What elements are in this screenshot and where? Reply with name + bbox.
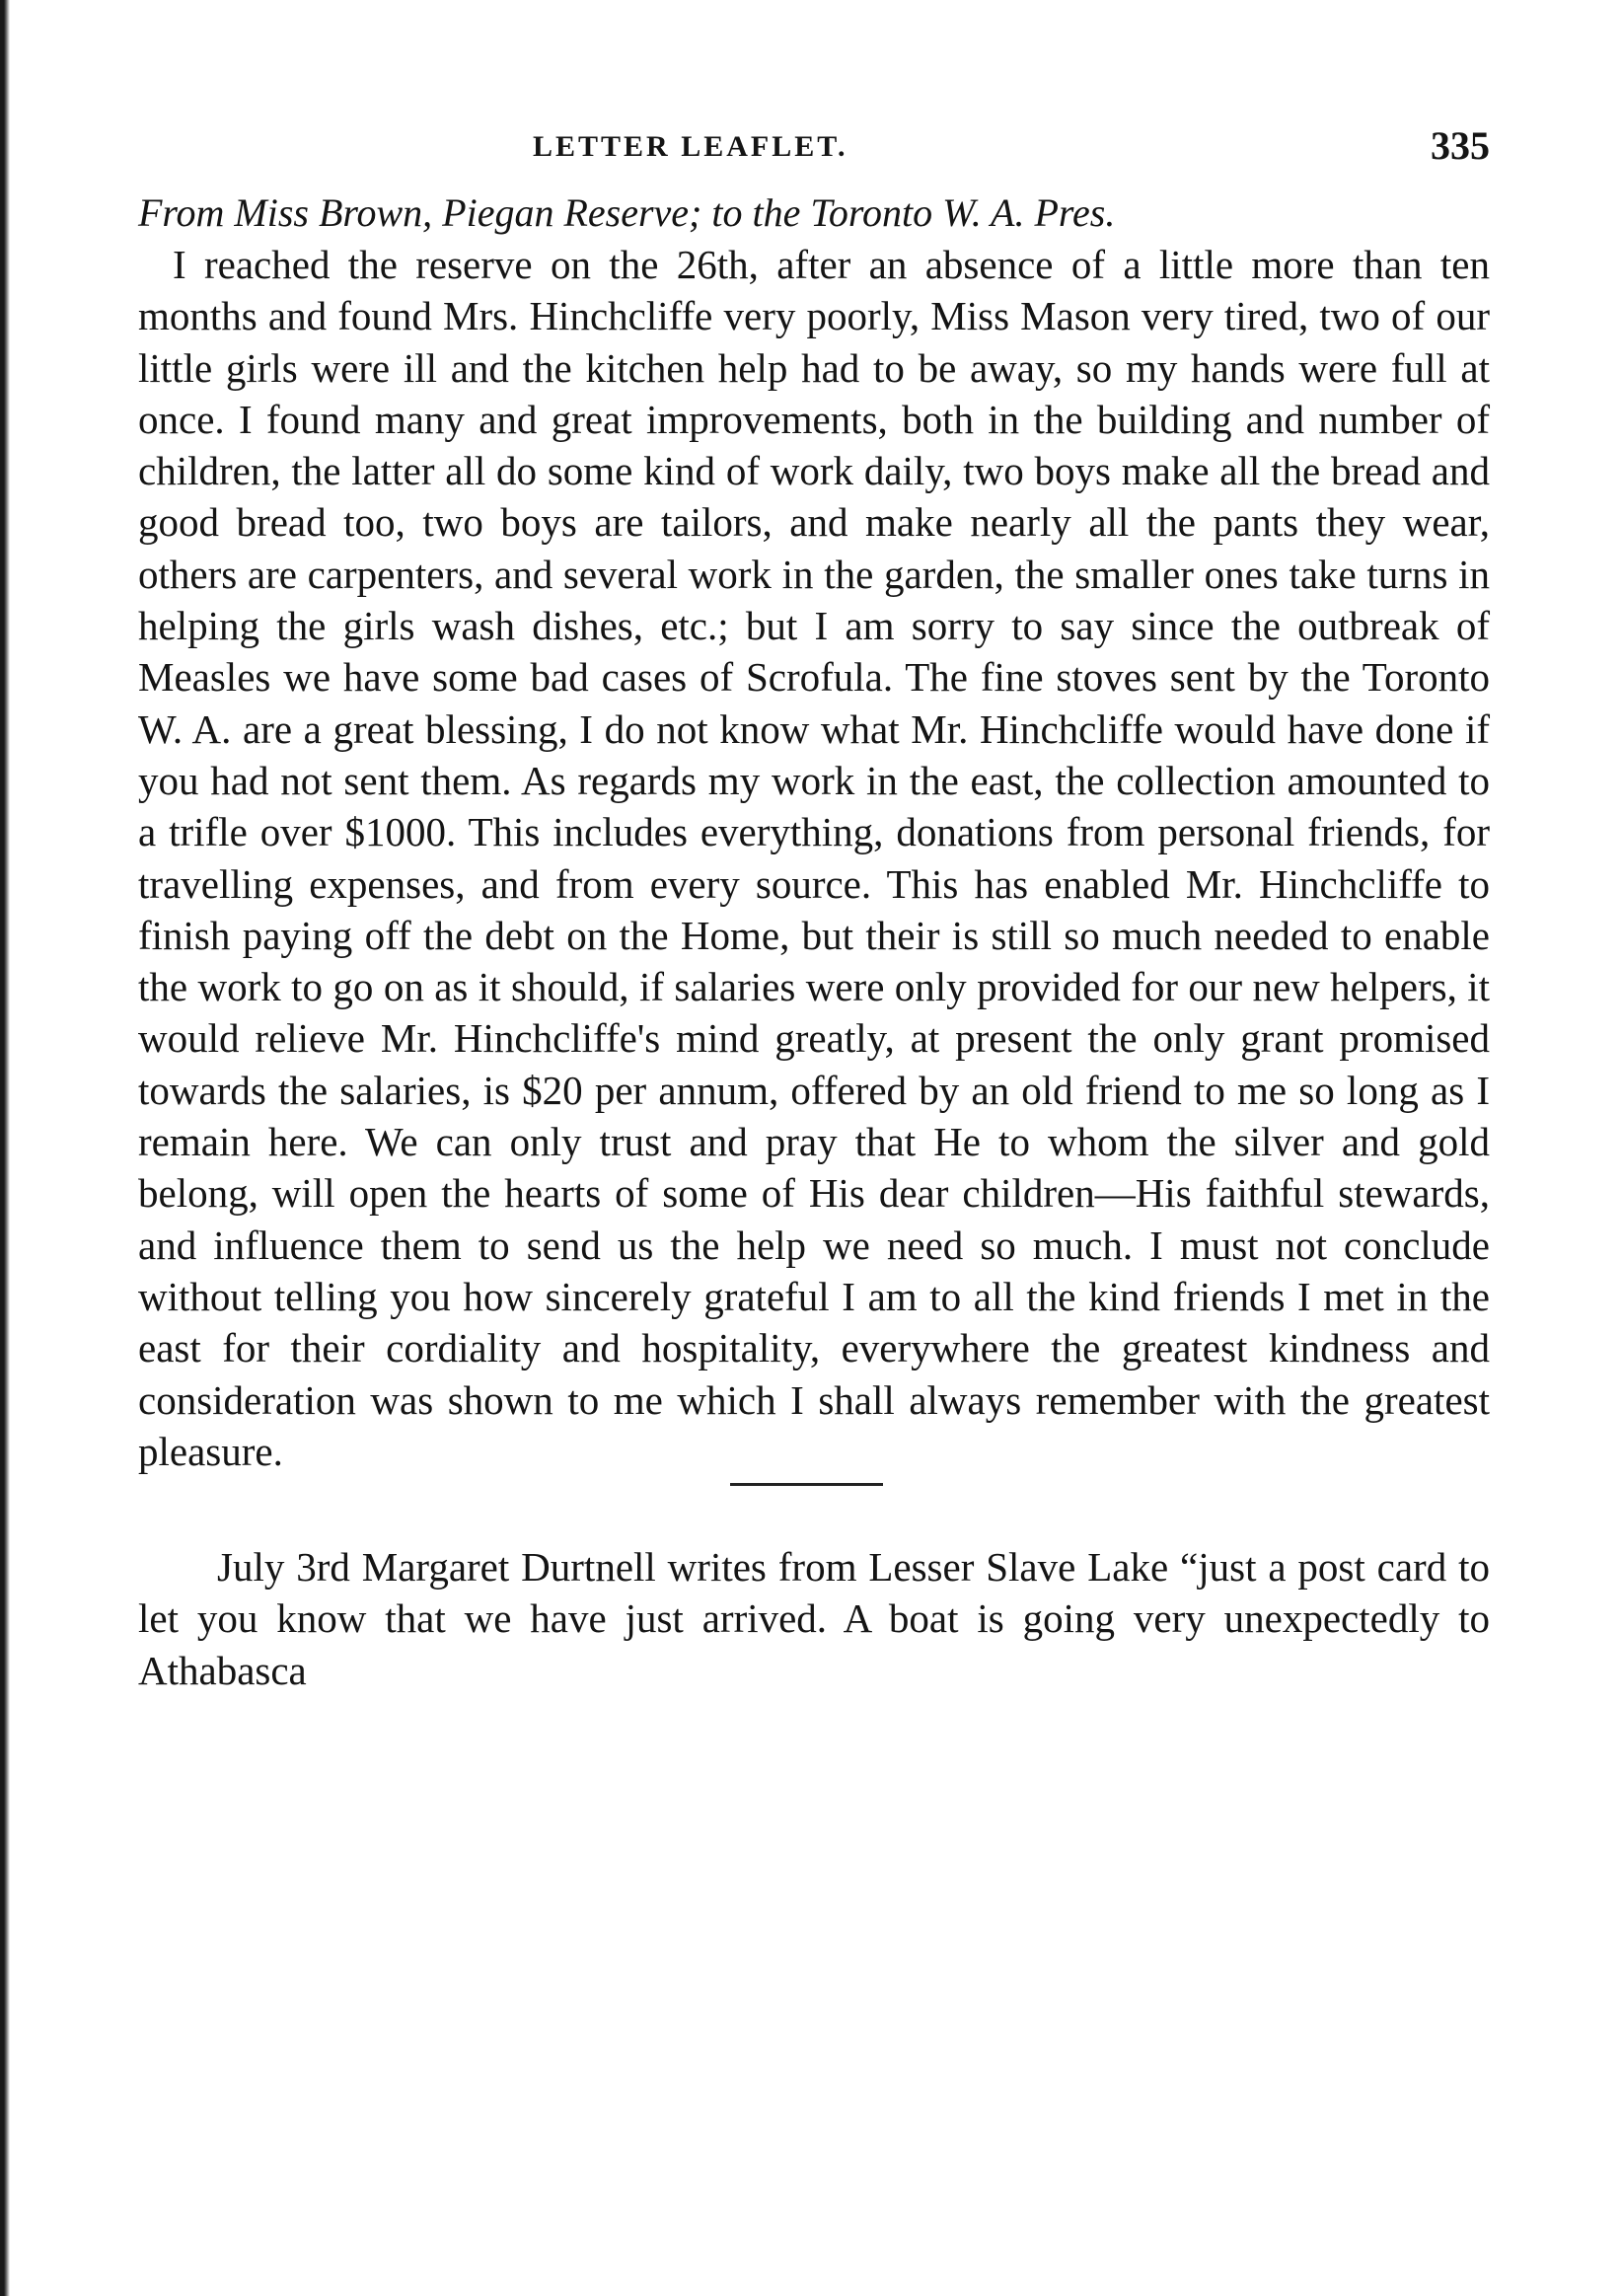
letter-body: I reached the reserve on the 26th, after an absence of a little more than ten months and found Mrs. Hinchcliffe very poorly, Miss Mason very tired, two of our little girls were ill and the kitchen help had to be away, so my hands were full at once. I found many and great improvements, both in the building and number of children, the latter all do some kind of work daily, two boys make all the bread and good bread too, two boys are tailors, and make nearly all the pants they wear, others are carpenters, and several work in the garden, the smaller ones take turns in helping the girls wash dishes, etc.; but I am sorry to say since the outbreak of Measles we have some bad cases of Scrofula. The fine stoves sent by the Toronto W. A. are a great blessing, I do not know what Mr. Hinchcliffe would have done if you had not sent them. As regards my work in the east, the collection amounted to a trifle over $1000. This includes everything, donations from personal friends, for travelling expenses, and from every source. This has enabled Mr. Hinchcliffe to finish paying off the debt on the Home, but their is still so much needed to enable the work to go on as it should, if salaries were only provided for our new helpers, it would relieve Mr. Hinchcliffe's mind greatly, at present the only grant promised towards the salaries, is $20 per annum, offered by an old friend to me so long as I remain here. We can only trust and pray that He to whom the silver and gold belong, will open the hearts of some of His dear children—His faithful stewards, and influence them to send us the help we need so much. I must not conclude without telling you how sincerely grateful I am to all the kind friends I met in the east for their cordiality and hospitality, everywhere the greatest kindness and consideration was shown to me which I shall always remember with the greatest pleasure. — [138, 242, 1490, 1474]
page-binding-edge — [0, 0, 10, 2296]
page-number: 335 — [1431, 123, 1490, 168]
letter-heading: From Miss Brown, Piegan Reserve; to the Toronto W. A. Pres. — [138, 190, 1116, 235]
running-head — [138, 118, 1490, 187]
running-head-title: LETTER LEAFLET. — [533, 130, 848, 163]
section-divider — [730, 1483, 883, 1486]
document-page — [138, 118, 1490, 1696]
next-entry-body: July 3rd Margaret Durtnell writes from Lesser Slave Lake “just a post card to let you know that we have just arrived. A boat is going very unexpectedly to Athabasca — [138, 1544, 1490, 1693]
